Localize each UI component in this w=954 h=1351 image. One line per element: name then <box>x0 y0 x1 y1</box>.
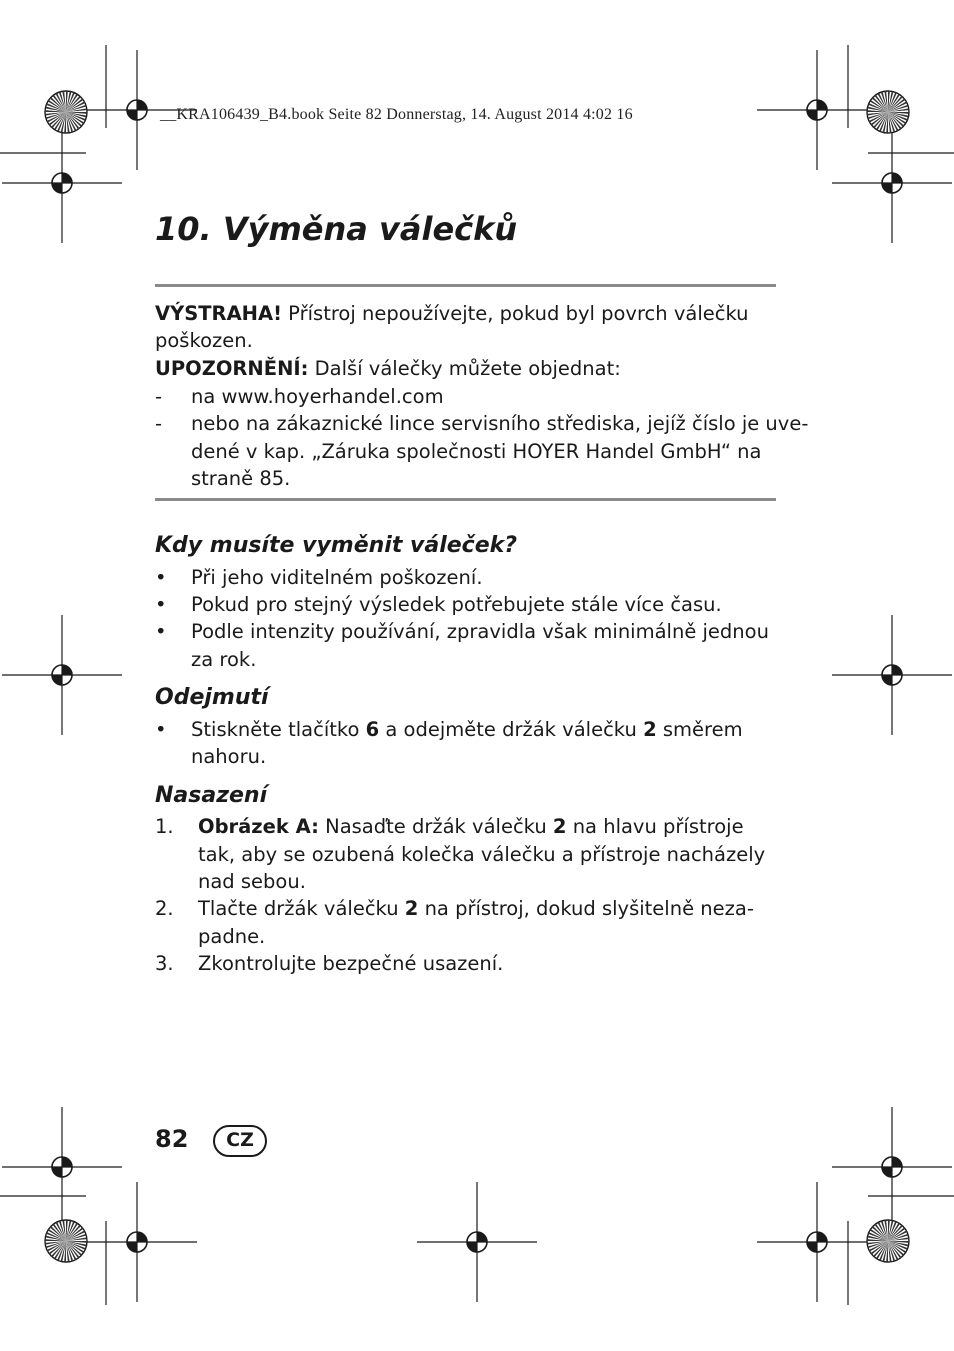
step-number-2: 2. <box>155 897 174 920</box>
remove-step-line-2: nahoru. <box>191 745 267 768</box>
insert-step-1-line-1: Obrázek A: Nasaďte držák válečku 2 na hlavu přístroje <box>198 815 744 838</box>
insert-step-1-line-2: tak, aby se ozubená kolečka válečku a přístroje nacházely <box>198 843 766 866</box>
note-line: UPOZORNĚNÍ: Další válečky můžete objednat: <box>155 357 621 380</box>
bullet: • <box>155 620 167 643</box>
notice-item-hotline-3: straně 85. <box>191 467 291 490</box>
notice-item-hotline-2: dené v kap. „Záruka společnosti HOYER Handel GmbH“ na <box>191 440 762 463</box>
page-number: 82 <box>155 1125 189 1153</box>
when-item-3-line-1: Podle intenzity používání, zpravidla však minimálně jednou <box>191 620 769 643</box>
dash-marker: - <box>155 385 163 408</box>
section-heading-remove: Odejmutí <box>155 685 269 710</box>
section-heading-when: Kdy musíte vyměnit váleček? <box>155 533 518 558</box>
remove-step-line-1: Stiskněte tlačítko 6 a odejměte držák válečku 2 směrem <box>191 718 743 741</box>
section-heading-insert: Nasazení <box>155 783 268 808</box>
notice-item-website: na www.hoyerhandel.com <box>191 385 444 408</box>
bullet: • <box>155 593 167 616</box>
insert-step-2-line-1: Tlačte držák válečku 2 na přístroj, dokud slyšitelně neza- <box>198 897 754 920</box>
step-number-3: 3. <box>155 952 174 975</box>
language-badge: CZ <box>213 1125 267 1157</box>
step-number-1: 1. <box>155 815 174 838</box>
bullet: • <box>155 566 167 589</box>
bullet: • <box>155 718 167 741</box>
insert-step-2-line-2: padne. <box>198 925 266 948</box>
insert-step-1-line-3: nad sebou. <box>198 870 306 893</box>
when-item-1: Při jeho viditelném poškození. <box>191 566 483 589</box>
notice-top-rule <box>155 284 776 287</box>
insert-step-3: Zkontrolujte bezpečné usazení. <box>198 952 504 975</box>
notice-bottom-rule <box>155 498 776 501</box>
when-item-2: Pokud pro stejný výsledek potřebujete stále více času. <box>191 593 722 616</box>
page-title: 10. Výměna válečků <box>155 210 518 248</box>
when-item-3-line-2: za rok. <box>191 648 257 671</box>
print-slug: __KRA106439_B4.book Seite 82 Donnerstag, 14. August 2014 4:02 16 <box>160 106 633 123</box>
warning-line-1: VÝSTRAHA! Přístroj nepoužívejte, pokud byl povrch válečku <box>155 302 749 325</box>
warning-line-2: poškozen. <box>155 329 253 352</box>
dash-marker: - <box>155 412 163 435</box>
notice-item-hotline-1: nebo na zákaznické lince servisního střediska, jejíž číslo je uve- <box>191 412 809 435</box>
